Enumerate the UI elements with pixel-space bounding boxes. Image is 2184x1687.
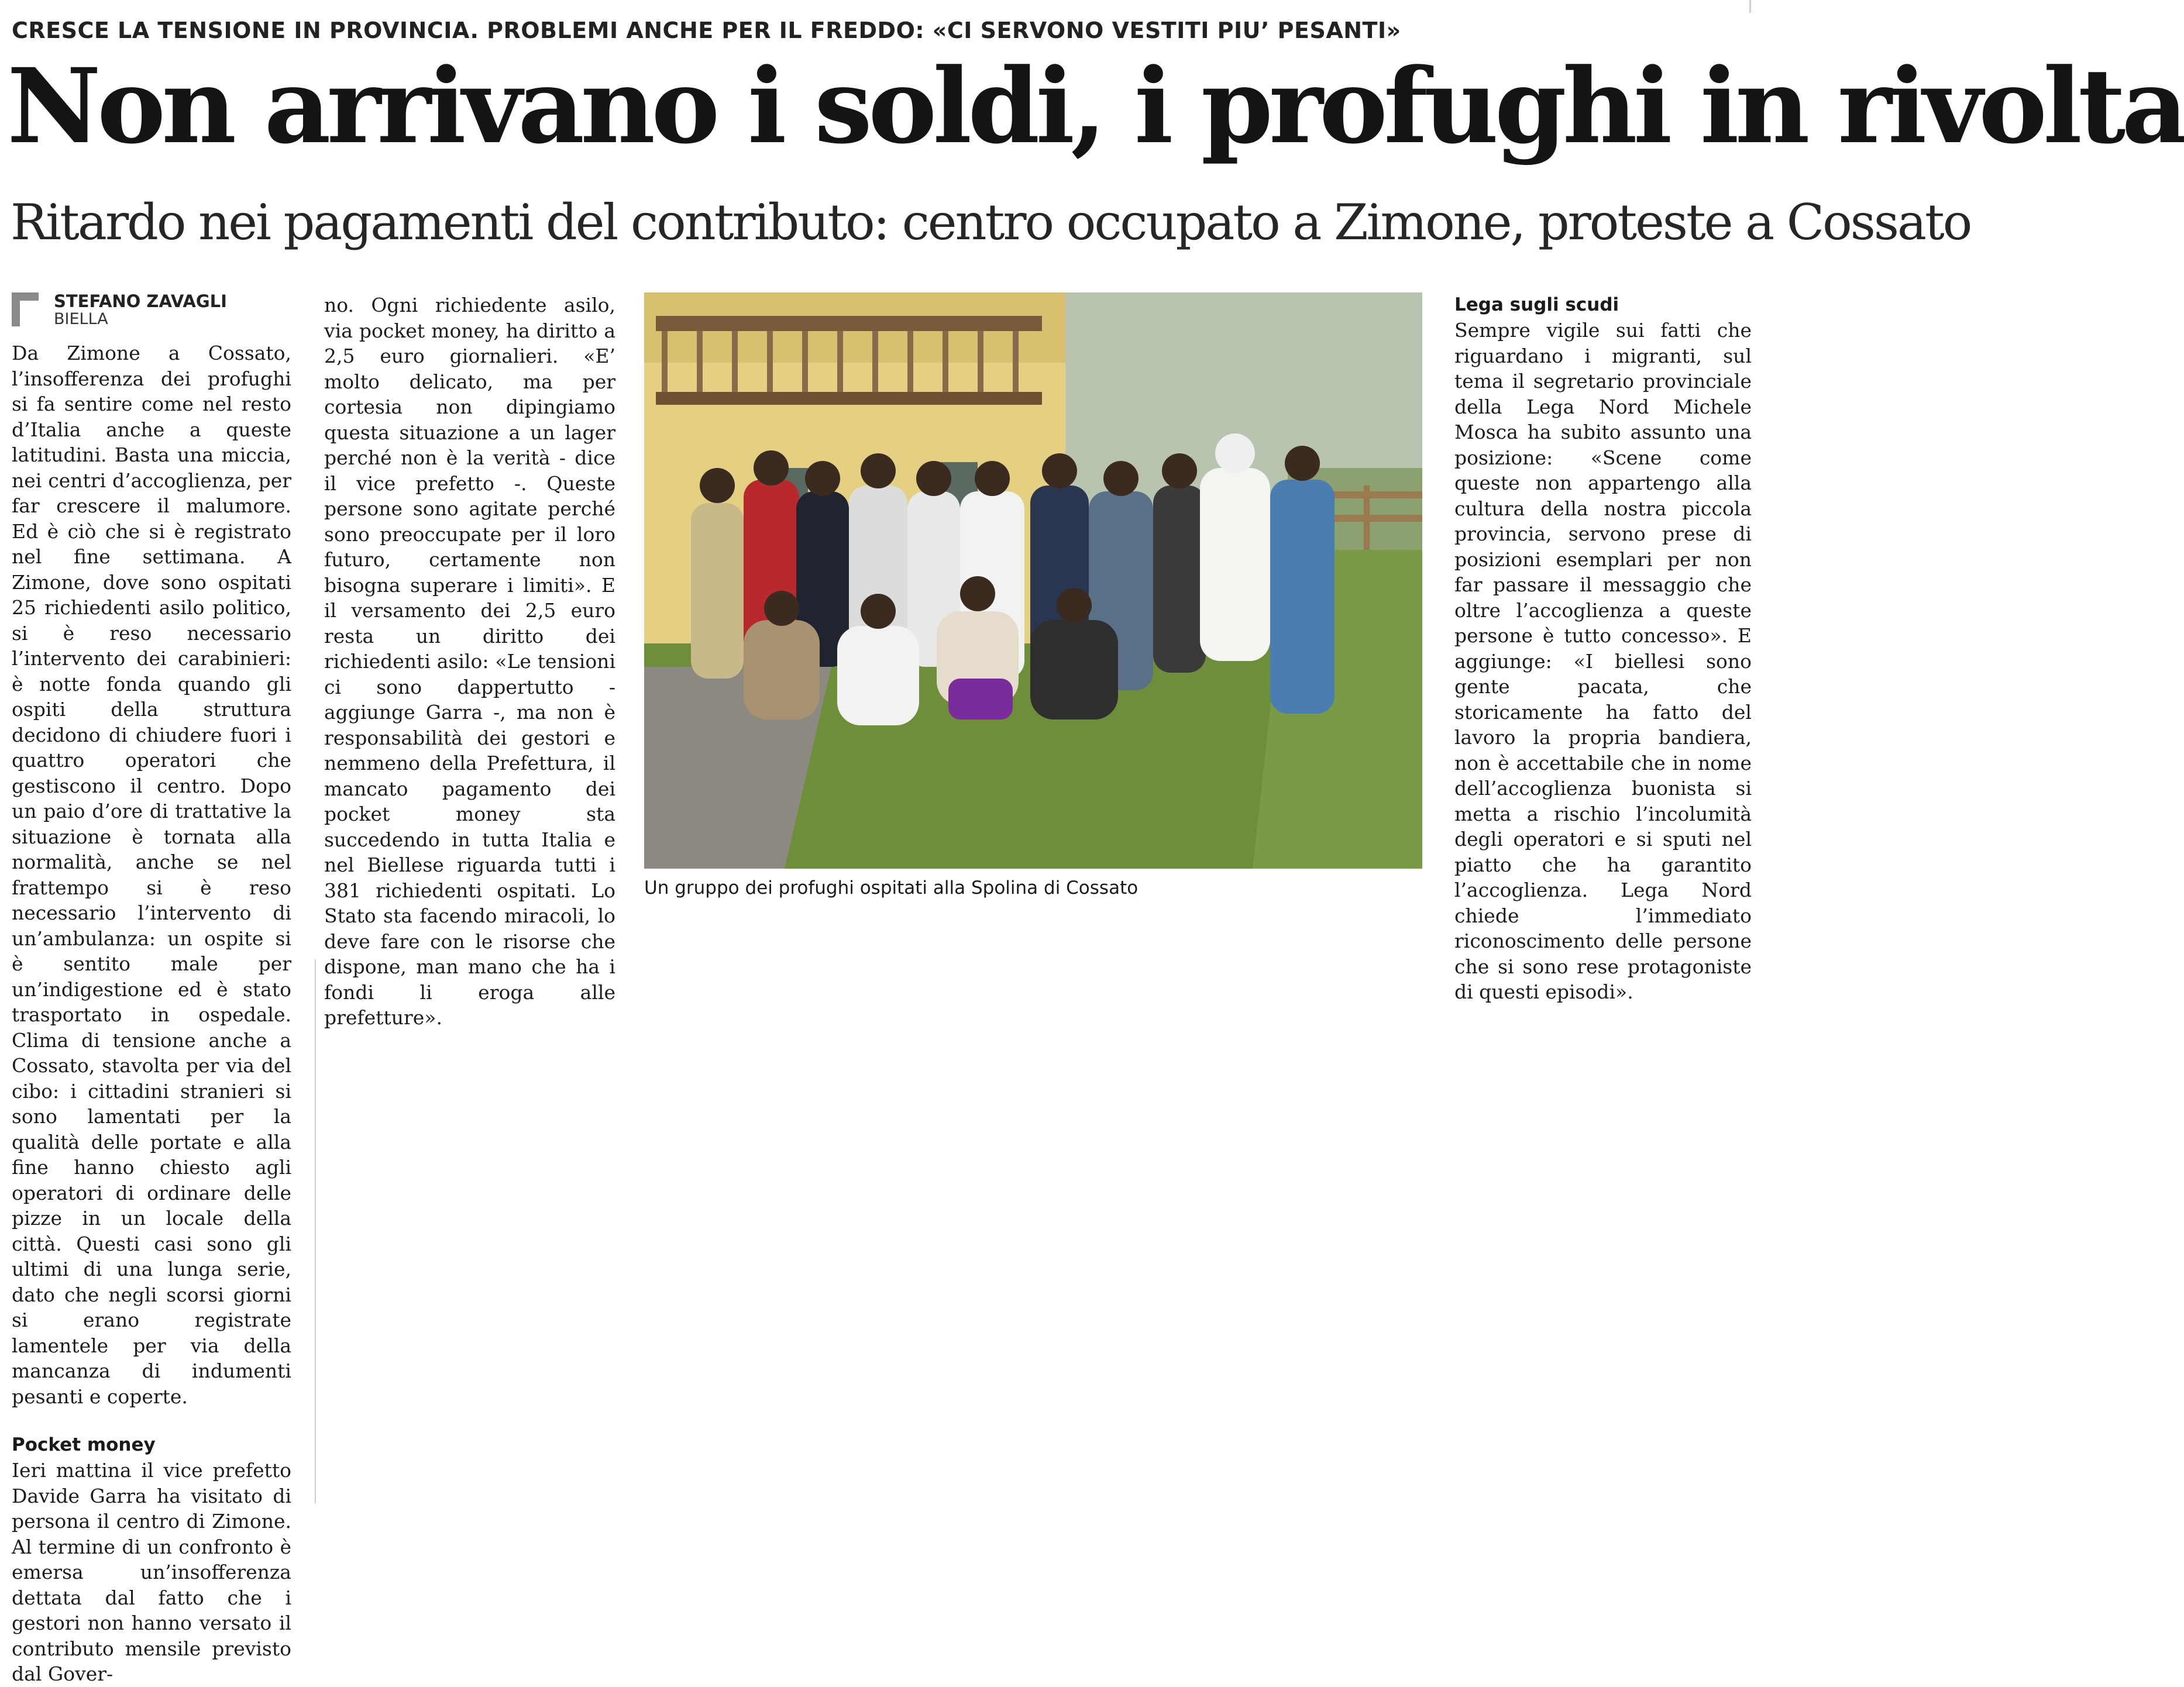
group-photo (644, 292, 1422, 869)
subhead-lega-sugli-scudi: Lega sugli scudi (1454, 294, 1619, 315)
page-edge-mark (1749, 0, 1751, 13)
photo-caption: Un gruppo dei profughi ospitati alla Spolina di Cossato (644, 877, 1139, 898)
byline-author: STEFANO ZAVAGLI (54, 291, 227, 311)
column-4-paragraph-1: Sempre vigile sui fatti che riguardano i migranti, sul tema il segretario provinciale della Lega Nord Michele Mosca ha subito assunto una posizione: «Scene come queste non appartengo alla cultura della nostra piccola provincia, servono prese di posizioni esemplari per non far passare il messaggio che oltre l’accoglienza a queste persone è tutto concesso». E aggiunge: «I biellesi sono gente pacata, che storicamente ha fatto del lavoro la propria bandiera, non è accettabile che in nome dell’accoglienza buonista si metta a rischio l’incolumità degli operatori e si sputi nel piatto che ha garantito l’accoglienza. Lega Nord chiede l’immediato riconoscimento delle persone che si sono rese protagoniste di questi episodi». (1454, 319, 1752, 1003)
subhead-pocket-money: Pocket money (12, 1434, 156, 1455)
article-column-1 (12, 340, 291, 1685)
column-divider (315, 959, 316, 1503)
byline-corner-mark (12, 292, 39, 326)
byline-location: BIELLA (54, 310, 108, 328)
column-1-paragraph-2: Ieri mattina il vice prefetto Davide Garra ha visitato di persona il centro di Zimone. Al termine di un confronto è emersa un’insofferenza dettata dal fatto che i gestori non hanno versato il contributo mensile previsto dal Gover- (12, 1459, 291, 1685)
article-subheadline: Ritardo nei pagamenti del contributo: centro occupato a Zimone, proteste a Cossato (11, 194, 1971, 251)
article-kicker: CRESCE LA TENSIONE IN PROVINCIA. PROBLEMI ANCHE PER IL FREDDO: «CI SERVONO VESTITI PIU’ PESANTI» (12, 18, 1401, 43)
column-2-paragraph-1: no. Ogni richiedente asilo, via pocket money, ha diritto a 2,5 euro giornalieri. «E’ molto delicato, ma per cortesia non dipingiamo questa situazione a un lager perché non è la verità - dice il vice prefetto -. Queste persone sono agitate perché sono preoccupate per il loro futuro, certamente non bisogna superare i limiti». E il versamento dei 2,5 euro resta un diritto dei richiedenti asilo: «Le tensioni ci sono dappertutto - aggiunge Garra -, ma non è responsabilità dei gestori e nemmeno della Prefettura, il mancato pagamento dei pocket money sta succedendo in tutta Italia e nel Biellese riguarda tutti i 381 richiedenti ospitati. Lo Stato sta facendo miracoli, lo deve fare con le risorse che dispone, man mano che ha i fondi li eroga alle prefetture». (324, 294, 615, 1029)
column-1-paragraph-1: Da Zimone a Cossato, l’insofferenza dei profughi si fa sentire come nel resto d’Italia anche a queste latitudini. Basta una miccia, nei centri d’accoglienza, per far crescere il malumore. Ed è ciò che si è registrato nel fine settimana. A Zimone, dove sono ospitati 25 richiedenti asilo politico, si è reso necessario l’intervento dei carabinieri: è notte fonda quando gli ospiti della struttura decidono di chiudere fuori i quattro operatori che gestiscono il centro. Dopo un paio d’ore di trattative la situazione è tornata alla normalità, anche se nel frattempo si è reso necessario l’intervento di un’ambulanza: un ospite si è sentito male per un’indigestione ed è stato trasportato in ospedale. Clima di tensione anche a Cossato, stavolta per via del cibo: i cittadini stranieri si sono lamentati per la qualità delle portate e alla fine hanno chiesto agli operatori di ordinare delle pizze in un locale della città. Questi casi sono gli ultimi di una lunga serie, dato che negli scorsi giorni si erano registrate lamentele per via della mancanza di indumenti pesanti e coperte. (12, 342, 291, 1408)
article-column-2 (324, 292, 615, 1029)
article-column-4 (1454, 292, 1752, 1003)
article-headline: Non arrivano i soldi, i profughi in rivolta (7, 46, 2184, 167)
